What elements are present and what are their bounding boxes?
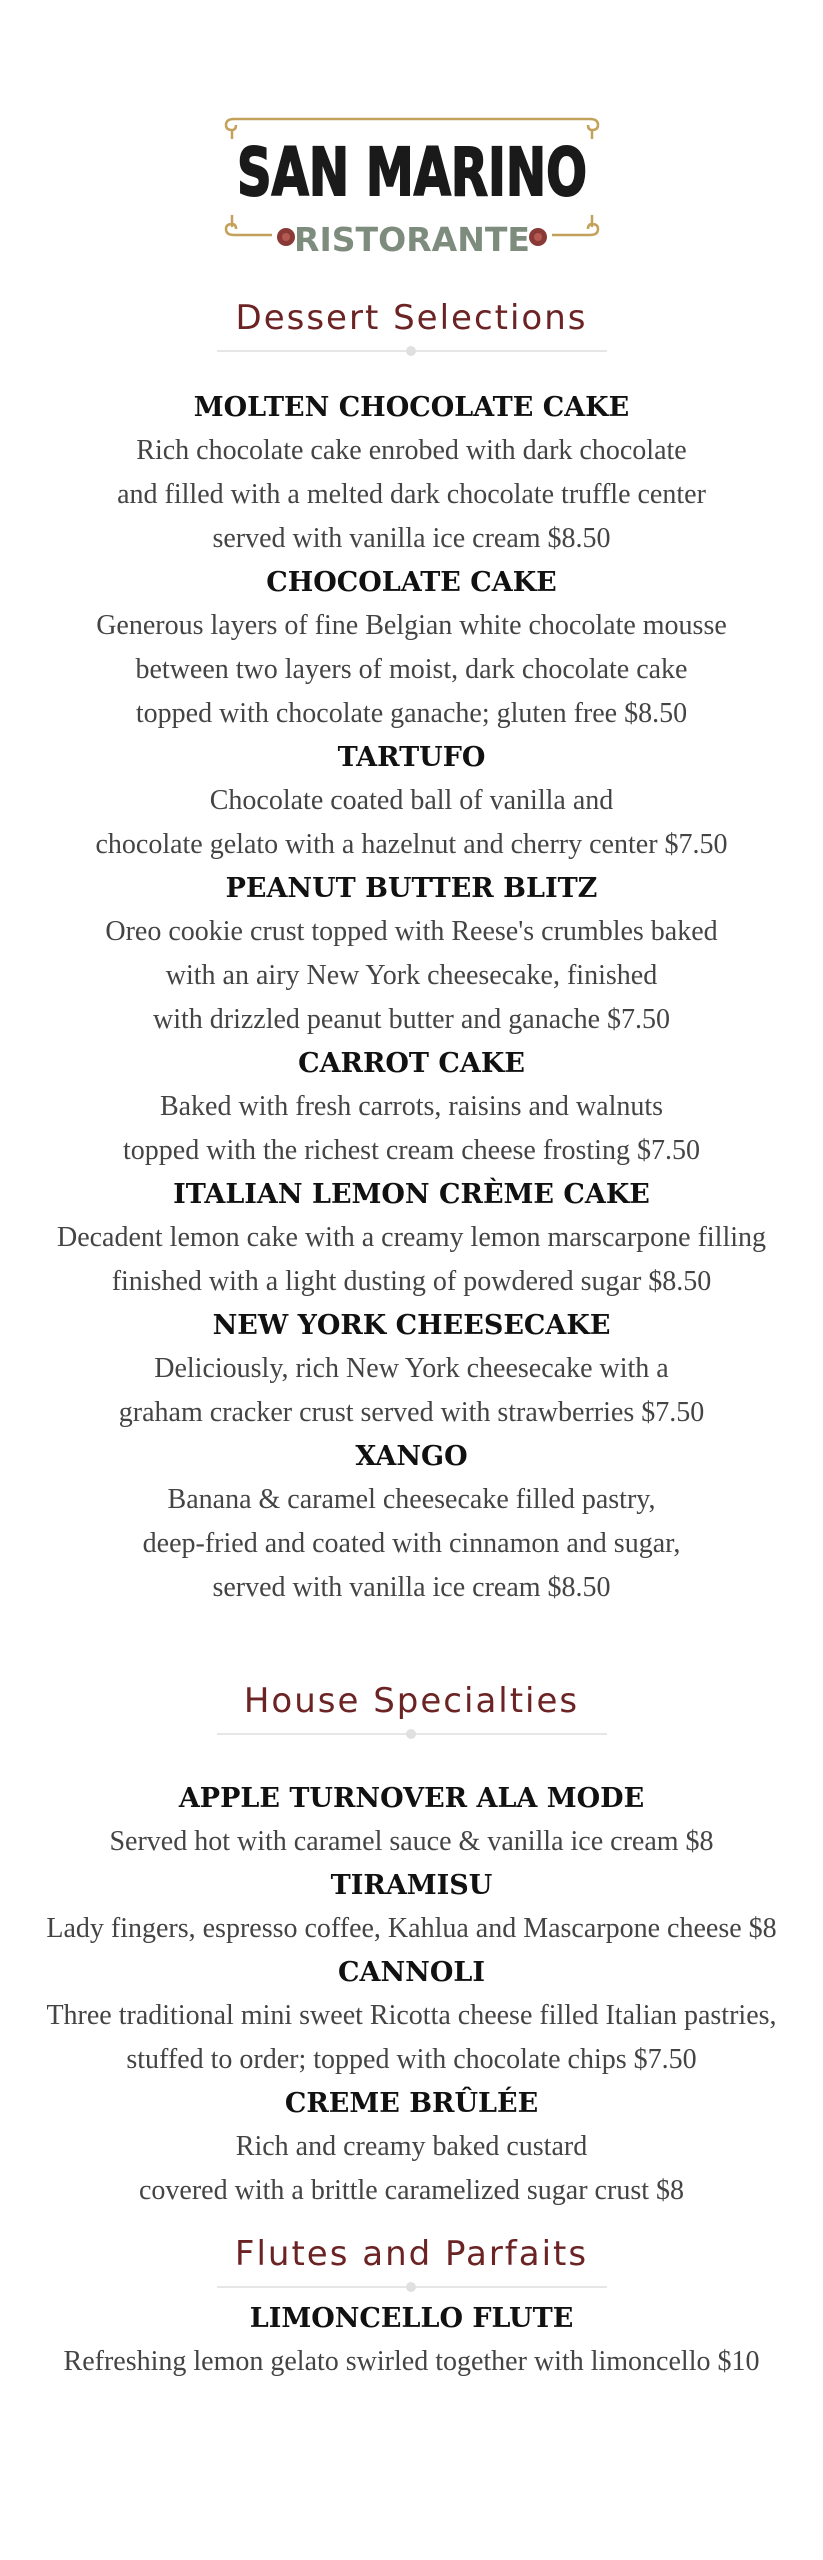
menu-item	[0, 1951, 823, 2082]
item-description: Deliciously, rich New York cheesecake with a	[154, 1353, 669, 1384]
divider-dot	[406, 2282, 416, 2292]
item-name: ITALIAN LEMON CRÈME CAKE	[173, 1179, 650, 1210]
menu-item	[0, 1042, 823, 1173]
menu-item	[0, 1173, 823, 1304]
menu-item	[0, 2297, 823, 2384]
item-name: TARTUFO	[337, 742, 486, 773]
item-description: and filled with a melted dark chocolate truffle center	[117, 479, 706, 510]
section-heading-house-specialties	[0, 1679, 823, 1735]
brand-subtitle: RISTORANTE	[293, 220, 530, 259]
item-description: Rich chocolate cake enrobed with dark chocolate	[136, 435, 687, 466]
menu-item	[0, 561, 823, 736]
item-description: Generous layers of fine Belgian white chocolate mousse	[96, 610, 727, 641]
menu-item	[0, 867, 823, 1042]
item-name: CANNOLI	[338, 1957, 485, 1988]
item-name: PEANUT BUTTER BLITZ	[225, 873, 598, 904]
section-divider	[217, 2286, 607, 2288]
item-description: Baked with fresh carrots, raisins and walnuts	[159, 1091, 664, 1122]
item-name: LIMONCELLO FLUTE	[249, 2303, 574, 2334]
item-description: deep-fried and coated with cinnamon and sugar,	[142, 1528, 681, 1559]
menu-item	[0, 736, 823, 867]
item-description: Banana & caramel cheesecake filled pastry,	[167, 1484, 656, 1515]
divider-dot	[406, 346, 416, 356]
house-specialties-list	[0, 1777, 823, 2213]
menu-item	[0, 1435, 823, 1610]
menu-item	[0, 1777, 823, 1864]
item-name: XANGO	[355, 1441, 468, 1472]
item-description: Lady fingers, espresso coffee, Kahlua and Mascarpone cheese $8	[46, 1913, 777, 1944]
item-description: stuffed to order; topped with chocolate chips $7.50	[126, 2044, 697, 2075]
section-divider	[217, 1733, 607, 1735]
item-description: Refreshing lemon gelato swirled together with limoncello $10	[63, 2346, 760, 2377]
item-name: TIRAMISU	[330, 1870, 493, 1901]
section-title: Flutes and Parfaits	[234, 2234, 589, 2274]
item-description: served with vanilla ice cream $8.50	[212, 1572, 611, 1603]
section-heading-dessert-selections	[0, 296, 823, 352]
brand-name: SAN MARINO	[236, 134, 587, 211]
item-description: topped with chocolate ganache; gluten free $8.50	[135, 698, 688, 729]
item-name: MOLTEN CHOCOLATE CAKE	[193, 392, 630, 423]
item-description: covered with a brittle caramelized sugar crust $8	[139, 2175, 684, 2206]
item-description: Decadent lemon cake with a creamy lemon marscarpone filling	[56, 1222, 767, 1253]
item-description: Three traditional mini sweet Ricotta cheese filled Italian pastries,	[46, 2000, 777, 2031]
dessert-selections-list	[0, 386, 823, 1610]
menu-item	[0, 1864, 823, 1951]
menu-item	[0, 1304, 823, 1435]
item-name: CARROT CAKE	[298, 1048, 525, 1079]
restaurant-logo	[0, 105, 823, 275]
item-description: between two layers of moist, dark chocolate cake	[135, 654, 688, 685]
item-name: NEW YORK CHEESECAKE	[212, 1310, 611, 1341]
item-description: Oreo cookie crust topped with Reese's crumbles baked	[105, 916, 718, 947]
item-description: with an airy New York cheesecake, finished	[165, 960, 658, 991]
menu-item	[0, 2082, 823, 2213]
section-title: Dessert Selections	[235, 298, 588, 338]
item-description: chocolate gelato with a hazelnut and cherry center $7.50	[95, 829, 728, 860]
item-description: graham cracker crust served with strawberries $7.50	[118, 1397, 705, 1428]
item-name: CREME BRÛLÉE	[284, 2088, 539, 2119]
rose-icon	[277, 228, 295, 246]
section-heading-flutes-and-parfaits	[0, 2232, 823, 2288]
flutes-and-parfaits-list	[0, 2297, 823, 2384]
item-description: topped with the richest cream cheese frosting $7.50	[123, 1135, 700, 1166]
menu-item	[0, 386, 823, 561]
item-description: finished with a light dusting of powdered sugar $8.50	[111, 1266, 712, 1297]
item-description: served with vanilla ice cream $8.50	[212, 523, 611, 554]
item-description: Served hot with caramel sauce & vanilla ice cream $8	[109, 1826, 714, 1857]
item-name: CHOCOLATE CAKE	[266, 567, 557, 598]
divider-dot	[406, 1729, 416, 1739]
item-description: with drizzled peanut butter and ganache $7.50	[152, 1004, 671, 1035]
item-name: APPLE TURNOVER ALA MODE	[178, 1783, 645, 1814]
section-title: House Specialties	[243, 1681, 580, 1721]
item-description: Chocolate coated ball of vanilla and	[209, 785, 614, 816]
brand-name-fill: SAN MARINO	[236, 134, 587, 211]
section-divider	[217, 350, 607, 352]
rose-icon	[529, 228, 547, 246]
item-description: Rich and creamy baked custard	[235, 2131, 588, 2162]
